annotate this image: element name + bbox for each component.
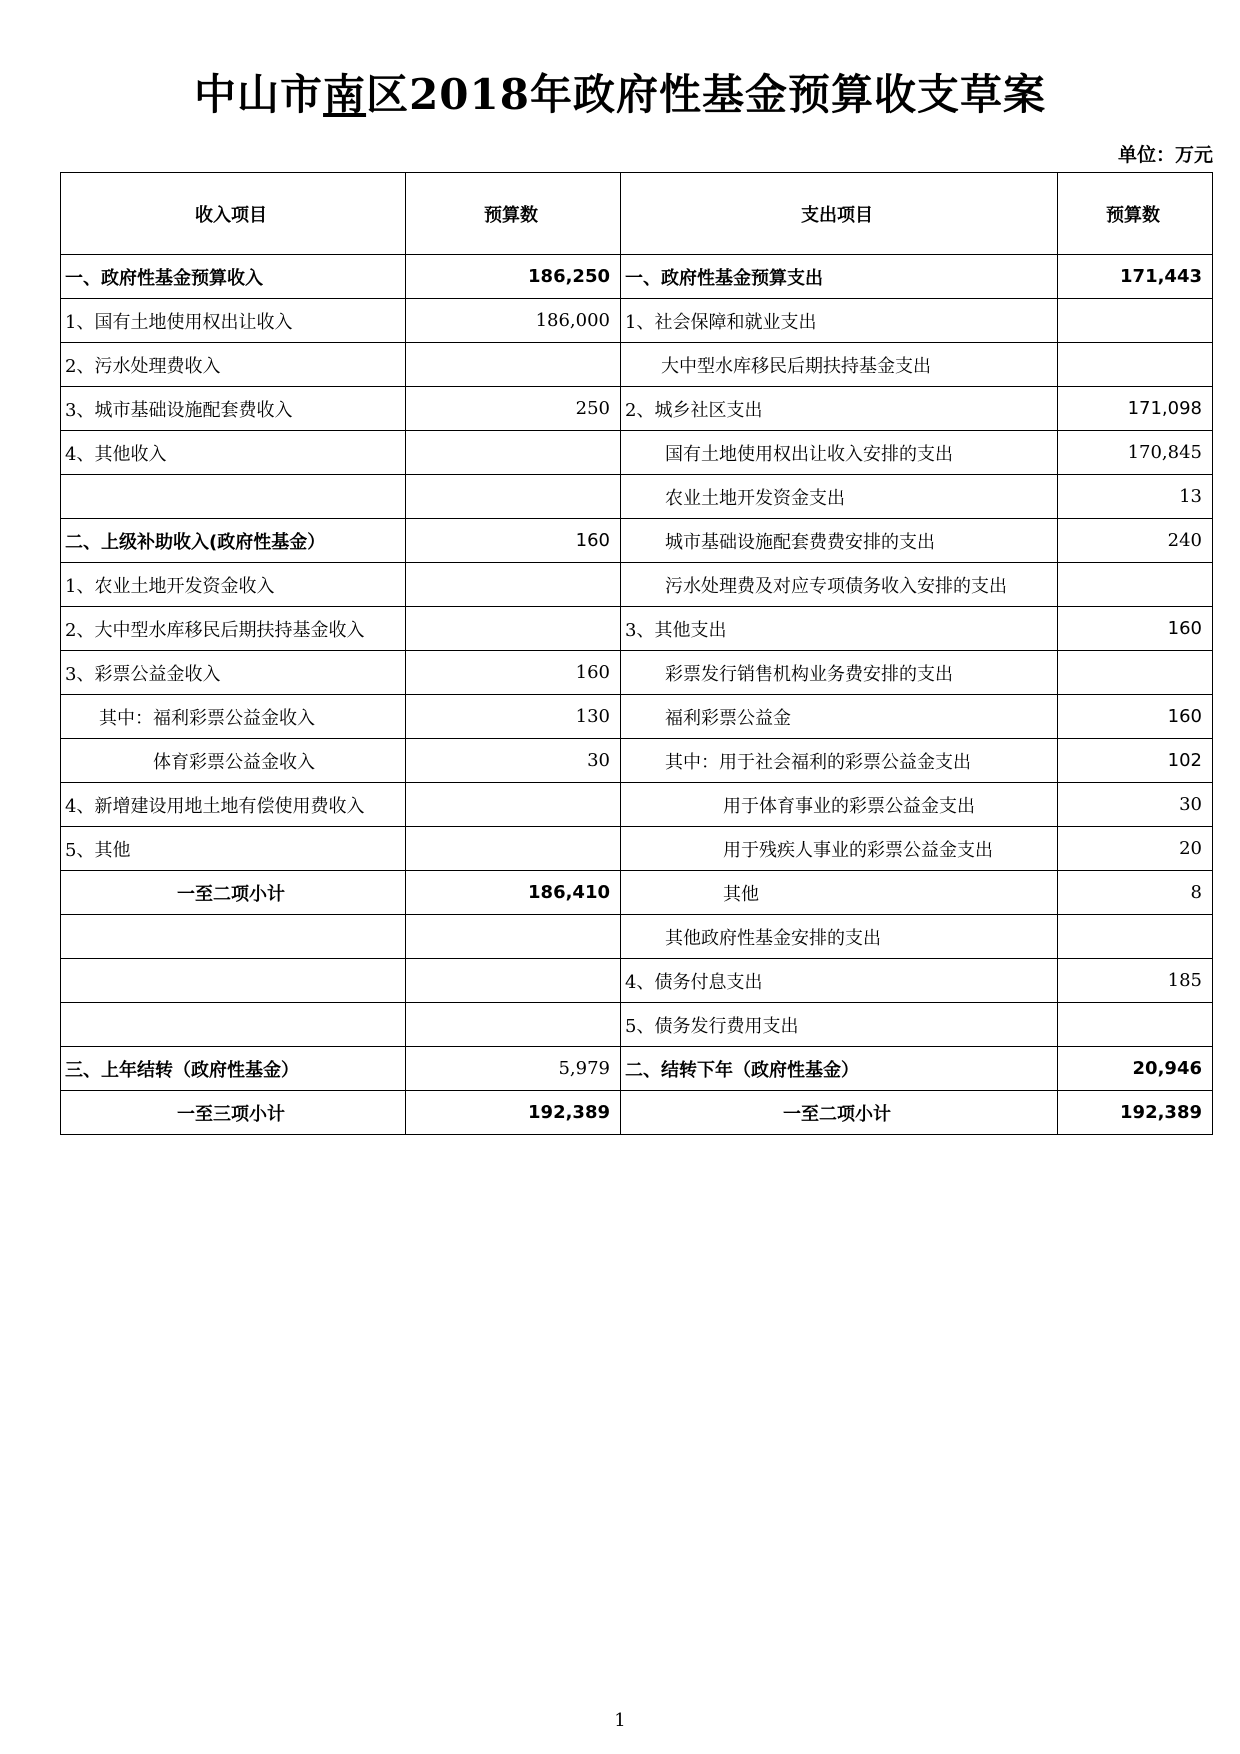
income-value: 5,979 — [406, 1047, 621, 1091]
income-value — [406, 431, 621, 475]
income-item: 其中：福利彩票公益金收入 — [61, 695, 406, 739]
income-item — [61, 475, 406, 519]
expense-item: 4、债务付息支出 — [621, 959, 1058, 1003]
expense-item: 其他 — [621, 871, 1058, 915]
table-row — [61, 959, 1213, 1003]
income-item: 2、大中型水库移民后期扶持基金收入 — [61, 607, 406, 651]
table-row — [61, 387, 1213, 431]
expense-value: 170,845 — [1058, 431, 1213, 475]
expense-value: 20,946 — [1058, 1047, 1213, 1091]
expense-item: 污水处理费及对应专项债务收入安排的支出 — [621, 563, 1058, 607]
expense-value: 8 — [1058, 871, 1213, 915]
income-item — [61, 959, 406, 1003]
table-row — [61, 651, 1213, 695]
income-value: 130 — [406, 695, 621, 739]
expense-item: 2、城乡社区支出 — [621, 387, 1058, 431]
header-expense-item: 支出项目 — [621, 173, 1058, 255]
income-value — [406, 475, 621, 519]
income-item — [61, 1003, 406, 1047]
income-value: 192,389 — [406, 1091, 621, 1135]
income-item: 4、其他收入 — [61, 431, 406, 475]
table-row — [61, 607, 1213, 651]
income-value — [406, 343, 621, 387]
income-item: 二、上级补助收入(政府性基金） — [61, 519, 406, 563]
expense-item: 1、社会保障和就业支出 — [621, 299, 1058, 343]
table-row — [61, 299, 1213, 343]
expense-value — [1058, 915, 1213, 959]
expense-item: 农业土地开发资金支出 — [621, 475, 1058, 519]
table-header-row — [61, 173, 1213, 255]
income-item: 体育彩票公益金收入 — [61, 739, 406, 783]
table-row — [61, 343, 1213, 387]
expense-value: 185 — [1058, 959, 1213, 1003]
table-row — [61, 1047, 1213, 1091]
table-row — [61, 1003, 1213, 1047]
income-item: 一至二项小计 — [61, 871, 406, 915]
expense-value — [1058, 563, 1213, 607]
income-item: 三、上年结转（政府性基金） — [61, 1047, 406, 1091]
expense-item: 二、结转下年（政府性基金） — [621, 1047, 1058, 1091]
income-value: 186,250 — [406, 255, 621, 299]
expense-item: 一至二项小计 — [621, 1091, 1058, 1135]
expense-value — [1058, 1003, 1213, 1047]
expense-item: 大中型水库移民后期扶持基金支出 — [621, 343, 1058, 387]
header-income-budget: 预算数 — [406, 173, 621, 255]
expense-value: 20 — [1058, 827, 1213, 871]
table-row — [61, 871, 1213, 915]
table-row — [61, 255, 1213, 299]
expense-value: 171,443 — [1058, 255, 1213, 299]
page-number: 1 — [614, 1710, 626, 1731]
income-item: 3、彩票公益金收入 — [61, 651, 406, 695]
income-value — [406, 563, 621, 607]
header-expense-budget: 预算数 — [1058, 173, 1213, 255]
income-value — [406, 827, 621, 871]
table-row — [61, 475, 1213, 519]
expense-value: 13 — [1058, 475, 1213, 519]
budget-table — [60, 172, 1213, 1135]
header-income-item: 收入项目 — [61, 173, 406, 255]
income-value: 250 — [406, 387, 621, 431]
expense-item: 用于体育事业的彩票公益金支出 — [621, 783, 1058, 827]
expense-value: 192,389 — [1058, 1091, 1213, 1135]
expense-value: 30 — [1058, 783, 1213, 827]
page-title: 中山市南区2018年政府性基金预算收支草案 — [194, 70, 1046, 119]
table-row — [61, 1091, 1213, 1135]
expense-item: 国有土地使用权出让收入安排的支出 — [621, 431, 1058, 475]
income-item: 一、政府性基金预算收入 — [61, 255, 406, 299]
expense-item: 5、债务发行费用支出 — [621, 1003, 1058, 1047]
income-item: 4、新增建设用地土地有偿使用费收入 — [61, 783, 406, 827]
income-value: 186,410 — [406, 871, 621, 915]
table-row — [61, 431, 1213, 475]
income-value: 30 — [406, 739, 621, 783]
expense-value — [1058, 343, 1213, 387]
table-row — [61, 915, 1213, 959]
table-row — [61, 563, 1213, 607]
income-value: 160 — [406, 519, 621, 563]
income-value: 186,000 — [406, 299, 621, 343]
expense-item: 福利彩票公益金 — [621, 695, 1058, 739]
income-item: 一至三项小计 — [61, 1091, 406, 1135]
income-value — [406, 607, 621, 651]
table-row — [61, 827, 1213, 871]
income-value: 160 — [406, 651, 621, 695]
expense-item: 城市基础设施配套费费安排的支出 — [621, 519, 1058, 563]
expense-item: 其中：用于社会福利的彩票公益金支出 — [621, 739, 1058, 783]
expense-item: 彩票发行销售机构业务费安排的支出 — [621, 651, 1058, 695]
unit-label: 单位：万元 — [1117, 144, 1213, 166]
income-item: 1、国有土地使用权出让收入 — [61, 299, 406, 343]
table-row — [61, 695, 1213, 739]
expense-item: 用于残疾人事业的彩票公益金支出 — [621, 827, 1058, 871]
expense-item: 一、政府性基金预算支出 — [621, 255, 1058, 299]
income-item: 1、农业土地开发资金收入 — [61, 563, 406, 607]
income-value — [406, 783, 621, 827]
income-item — [61, 915, 406, 959]
expense-item: 其他政府性基金安排的支出 — [621, 915, 1058, 959]
income-item: 2、污水处理费收入 — [61, 343, 406, 387]
expense-value: 160 — [1058, 695, 1213, 739]
table-row — [61, 783, 1213, 827]
income-value — [406, 959, 621, 1003]
expense-value: 160 — [1058, 607, 1213, 651]
income-value — [406, 915, 621, 959]
expense-value — [1058, 299, 1213, 343]
table-row — [61, 519, 1213, 563]
expense-value — [1058, 651, 1213, 695]
table-row — [61, 739, 1213, 783]
expense-value: 102 — [1058, 739, 1213, 783]
income-value — [406, 1003, 621, 1047]
expense-value: 240 — [1058, 519, 1213, 563]
income-item: 3、城市基础设施配套费收入 — [61, 387, 406, 431]
income-item: 5、其他 — [61, 827, 406, 871]
expense-value: 171,098 — [1058, 387, 1213, 431]
expense-item: 3、其他支出 — [621, 607, 1058, 651]
